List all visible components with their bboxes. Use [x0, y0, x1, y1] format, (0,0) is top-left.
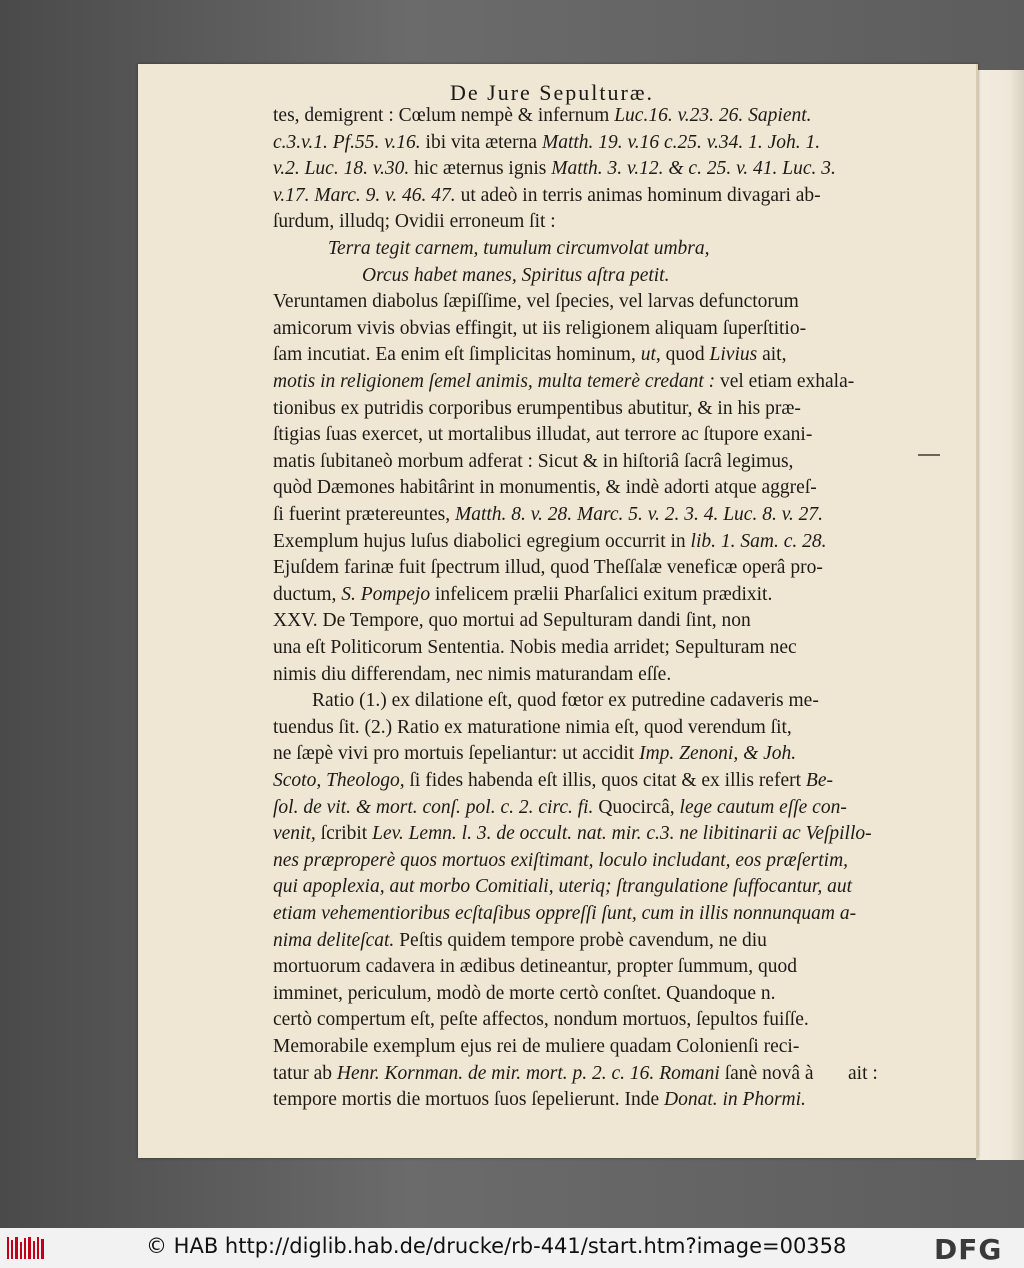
text-line [273, 369, 854, 395]
text-segment: matis ſubitaneò morbum adferat : Sicut & in hiſtoriâ ſacrâ legimus, [273, 450, 794, 472]
italic-segment: Imp. Zenoni, & Joh. [639, 743, 797, 765]
italic-segment: ſol. de vit. & mort. conſ. pol. c. 2. circ. fi. [273, 796, 594, 818]
barcode-icon [6, 1235, 46, 1261]
italic-segment: Matth. 19. v.16 c.25. v.34. 1. Joh. 1. [541, 131, 821, 153]
text-segment: ſcribit [315, 823, 373, 845]
italic-segment: Romani [659, 1062, 720, 1084]
text-line [273, 608, 751, 634]
text-line [273, 981, 776, 1007]
text-line [273, 289, 799, 315]
italic-segment: motis in religionem ſemel animis, multa temerè credant : [273, 371, 716, 392]
text-line [273, 502, 823, 528]
text-segment: imminet, periculum, modò de morte certò conſtet. Quandoque n. [273, 982, 776, 1004]
text-segment: ne ſæpè vivi pro mortuis ſepeliantur: ut accidit [273, 743, 640, 765]
italic-segment: etiam vehementioribus ecſtaſibus oppreſſi ſunt, cum in illis nonnunquam a- [273, 903, 857, 924]
text-segment: Memorabile exemplum ejus rei de muliere quadam Colonienſi reci- [273, 1036, 800, 1057]
text-segment: XXV. De Tempore, quo mortui ad Sepulturam dandi ſint, non [273, 610, 751, 632]
running-title: De Jure Sepulturæ. [450, 80, 655, 105]
text-segment: Peſtis quidem tempore probè cavendum, ne diu [394, 929, 767, 951]
italic-segment: Scoto, Theologo, [273, 770, 405, 791]
text-line [273, 396, 801, 422]
text-segment: tempore mortis die mortuos ſuos ſepelierunt. Inde [273, 1089, 664, 1111]
text-segment: tionibus ex putridis corporibus erumpentibus abutitur, & in his præ- [273, 397, 801, 419]
text-line [273, 555, 823, 581]
text-line [273, 928, 767, 954]
text-segment: tuendus ſit. (2.) Ratio ex maturatione nimia eſt, quod verendum ſit, [273, 716, 792, 738]
text-line [273, 529, 827, 555]
text-line [273, 848, 848, 874]
text-line [273, 209, 556, 235]
text-line [273, 635, 797, 661]
text-line [273, 901, 856, 927]
footer-bar [0, 1228, 1024, 1268]
text-line [273, 662, 671, 688]
dfg-logo: DFG [934, 1233, 1003, 1266]
italic-segment: lib. 1. Sam. c. 28. [690, 530, 827, 552]
text-segment: Ejuſdem farinæ fuit ſpectrum illud, quod Theſſalæ veneficæ operâ pro- [273, 557, 823, 579]
text-segment: certò compertum eſt, peſte affectos, nondum mortuos, ſepultos fuiſſe. [273, 1009, 809, 1031]
text-segment: ſi fides habenda eſt illis, quos citat & ex illis refert [404, 770, 806, 791]
italic-segment: S. Pompejo [341, 583, 431, 605]
text-line [273, 768, 833, 794]
text-segment: , quod [655, 344, 710, 366]
text-segment: amicorum vivis obvias effingit, ut iis religionem aliquam ſuperſtitio- [273, 317, 807, 339]
text-line [273, 1034, 799, 1060]
italic-segment: Matth. 3. v.12. & c. 25. v. 41. Luc. 3. [551, 158, 836, 180]
italic-segment: Be- [805, 770, 833, 791]
italic-segment: venit, [273, 823, 316, 845]
text-segment: Exemplum hujus luſus diabolici egregium occurrit in [273, 530, 691, 552]
text-segment: tatur ab [273, 1062, 337, 1084]
italic-segment: Donat. in Phormi. [664, 1089, 806, 1111]
text-segment: Ratio (1.) ex dilatione eſt, quod fœtor ex putredine cadaveris me- [312, 690, 819, 712]
italic-segment: v.2. Luc. 18. v.30. [273, 158, 410, 180]
text-line [273, 103, 812, 129]
italic-segment: lege cautum eſſe con- [679, 796, 847, 818]
edge-mark [918, 454, 940, 456]
text-segment: ductum, [273, 583, 342, 605]
italic-segment: Terra tegit carnem, tumulum circumvolat umbra, [328, 238, 710, 259]
italic-segment: Livius [709, 344, 758, 366]
text-line [273, 130, 820, 156]
italic-segment: Henr. Kornman. de mir. mort. p. 2. c. 16. [336, 1062, 655, 1084]
text-line [273, 582, 772, 608]
italic-segment: v.17. Marc. 9. v. 46. 47. [273, 184, 456, 206]
text-line [273, 954, 797, 980]
text-segment: ſtigias ſuas exercet, ut mortalibus illudat, aut terrore ac ſtupore exani- [273, 424, 813, 446]
text-segment: quòd Dæmones habitârint in monumentis, & indè adorti atque aggreſ- [273, 477, 817, 499]
catchword: ait : [848, 1063, 878, 1084]
text-segment: tes, demigrent : Cœlum nempè & infernum [273, 105, 615, 126]
text-line [273, 1061, 814, 1087]
text-line [273, 715, 792, 741]
text-line [273, 183, 821, 209]
italic-segment: Lev. Lemn. l. 3. de occult. nat. mir. c.3. ne libitinarii ac Veſpillo- [372, 823, 872, 845]
text-line [273, 874, 852, 900]
text-segment: ſurdum, illudq; Ovidii erroneum ſit : [273, 211, 556, 233]
facing-page-edge [976, 70, 1024, 1160]
text-segment: Quocircâ, [593, 796, 680, 818]
text-line [273, 156, 836, 182]
text-segment: ſanè novâ à [719, 1062, 814, 1084]
text-line [273, 741, 796, 767]
text-line [328, 236, 710, 262]
text-segment: mortuorum cadavera in ædibus detineantur, propter ſummum, quod [273, 956, 797, 978]
text-line [273, 795, 847, 821]
italic-segment: ut [640, 344, 656, 366]
text-segment: ut adeò in terris animas hominum divagari ab- [455, 184, 821, 206]
text-segment: ait, [757, 344, 787, 366]
text-line [273, 1007, 809, 1033]
text-segment: ſi fuerint prætereuntes, [273, 504, 455, 525]
text-line [273, 1087, 806, 1113]
text-line [362, 263, 669, 289]
text-line [273, 821, 872, 847]
italic-segment: nima deliteſcat. [273, 929, 395, 951]
text-line [273, 422, 812, 448]
text-line [273, 316, 806, 342]
text-segment: Veruntamen diabolus ſæpiſſime, vel ſpecies, vel larvas defunctorum [273, 291, 799, 313]
text-segment: infelicem prælii Pharſalici exitum prædixit. [430, 583, 773, 605]
text-segment: una eſt Politicorum Sententia. Nobis media arridet; Sepulturam nec [273, 637, 797, 658]
copyright-url[interactable]: © HAB http://diglib.hab.de/drucke/rb-441/start.htm?image=00358 [146, 1234, 847, 1258]
italic-segment: Orcus habet manes, Spiritus aſtra petit. [362, 264, 670, 286]
text-segment: ibi vita æterna [420, 131, 542, 153]
text-segment: vel etiam exhala- [715, 371, 855, 392]
italic-segment: nes præproperè quos mortuos exiſtimant, loculo includant, eos præſertim, [273, 849, 849, 871]
text-segment: hic æternus ignis [409, 158, 552, 180]
text-line [312, 688, 819, 714]
text-segment: ſam incutiat. Ea enim eſt ſimplicitas hominum, [273, 344, 641, 366]
text-line [273, 475, 817, 501]
italic-segment: c.3.v.1. Pf.55. v.16. [273, 131, 421, 153]
italic-segment: Matth. 8. v. 28. Marc. 5. v. 2. 3. 4. Luc. 8. v. 27. [454, 504, 824, 525]
italic-segment: Luc.16. v.23. 26. Sapient. [614, 105, 812, 126]
text-line [273, 449, 793, 475]
text-line [273, 342, 786, 368]
italic-segment: qui apoplexia, aut morbo Comitiali, uteriq; ſtrangulatione ſuffocantur, aut [273, 876, 853, 898]
text-segment: nimis diu differendam, nec nimis maturandam eſſe. [273, 663, 672, 685]
